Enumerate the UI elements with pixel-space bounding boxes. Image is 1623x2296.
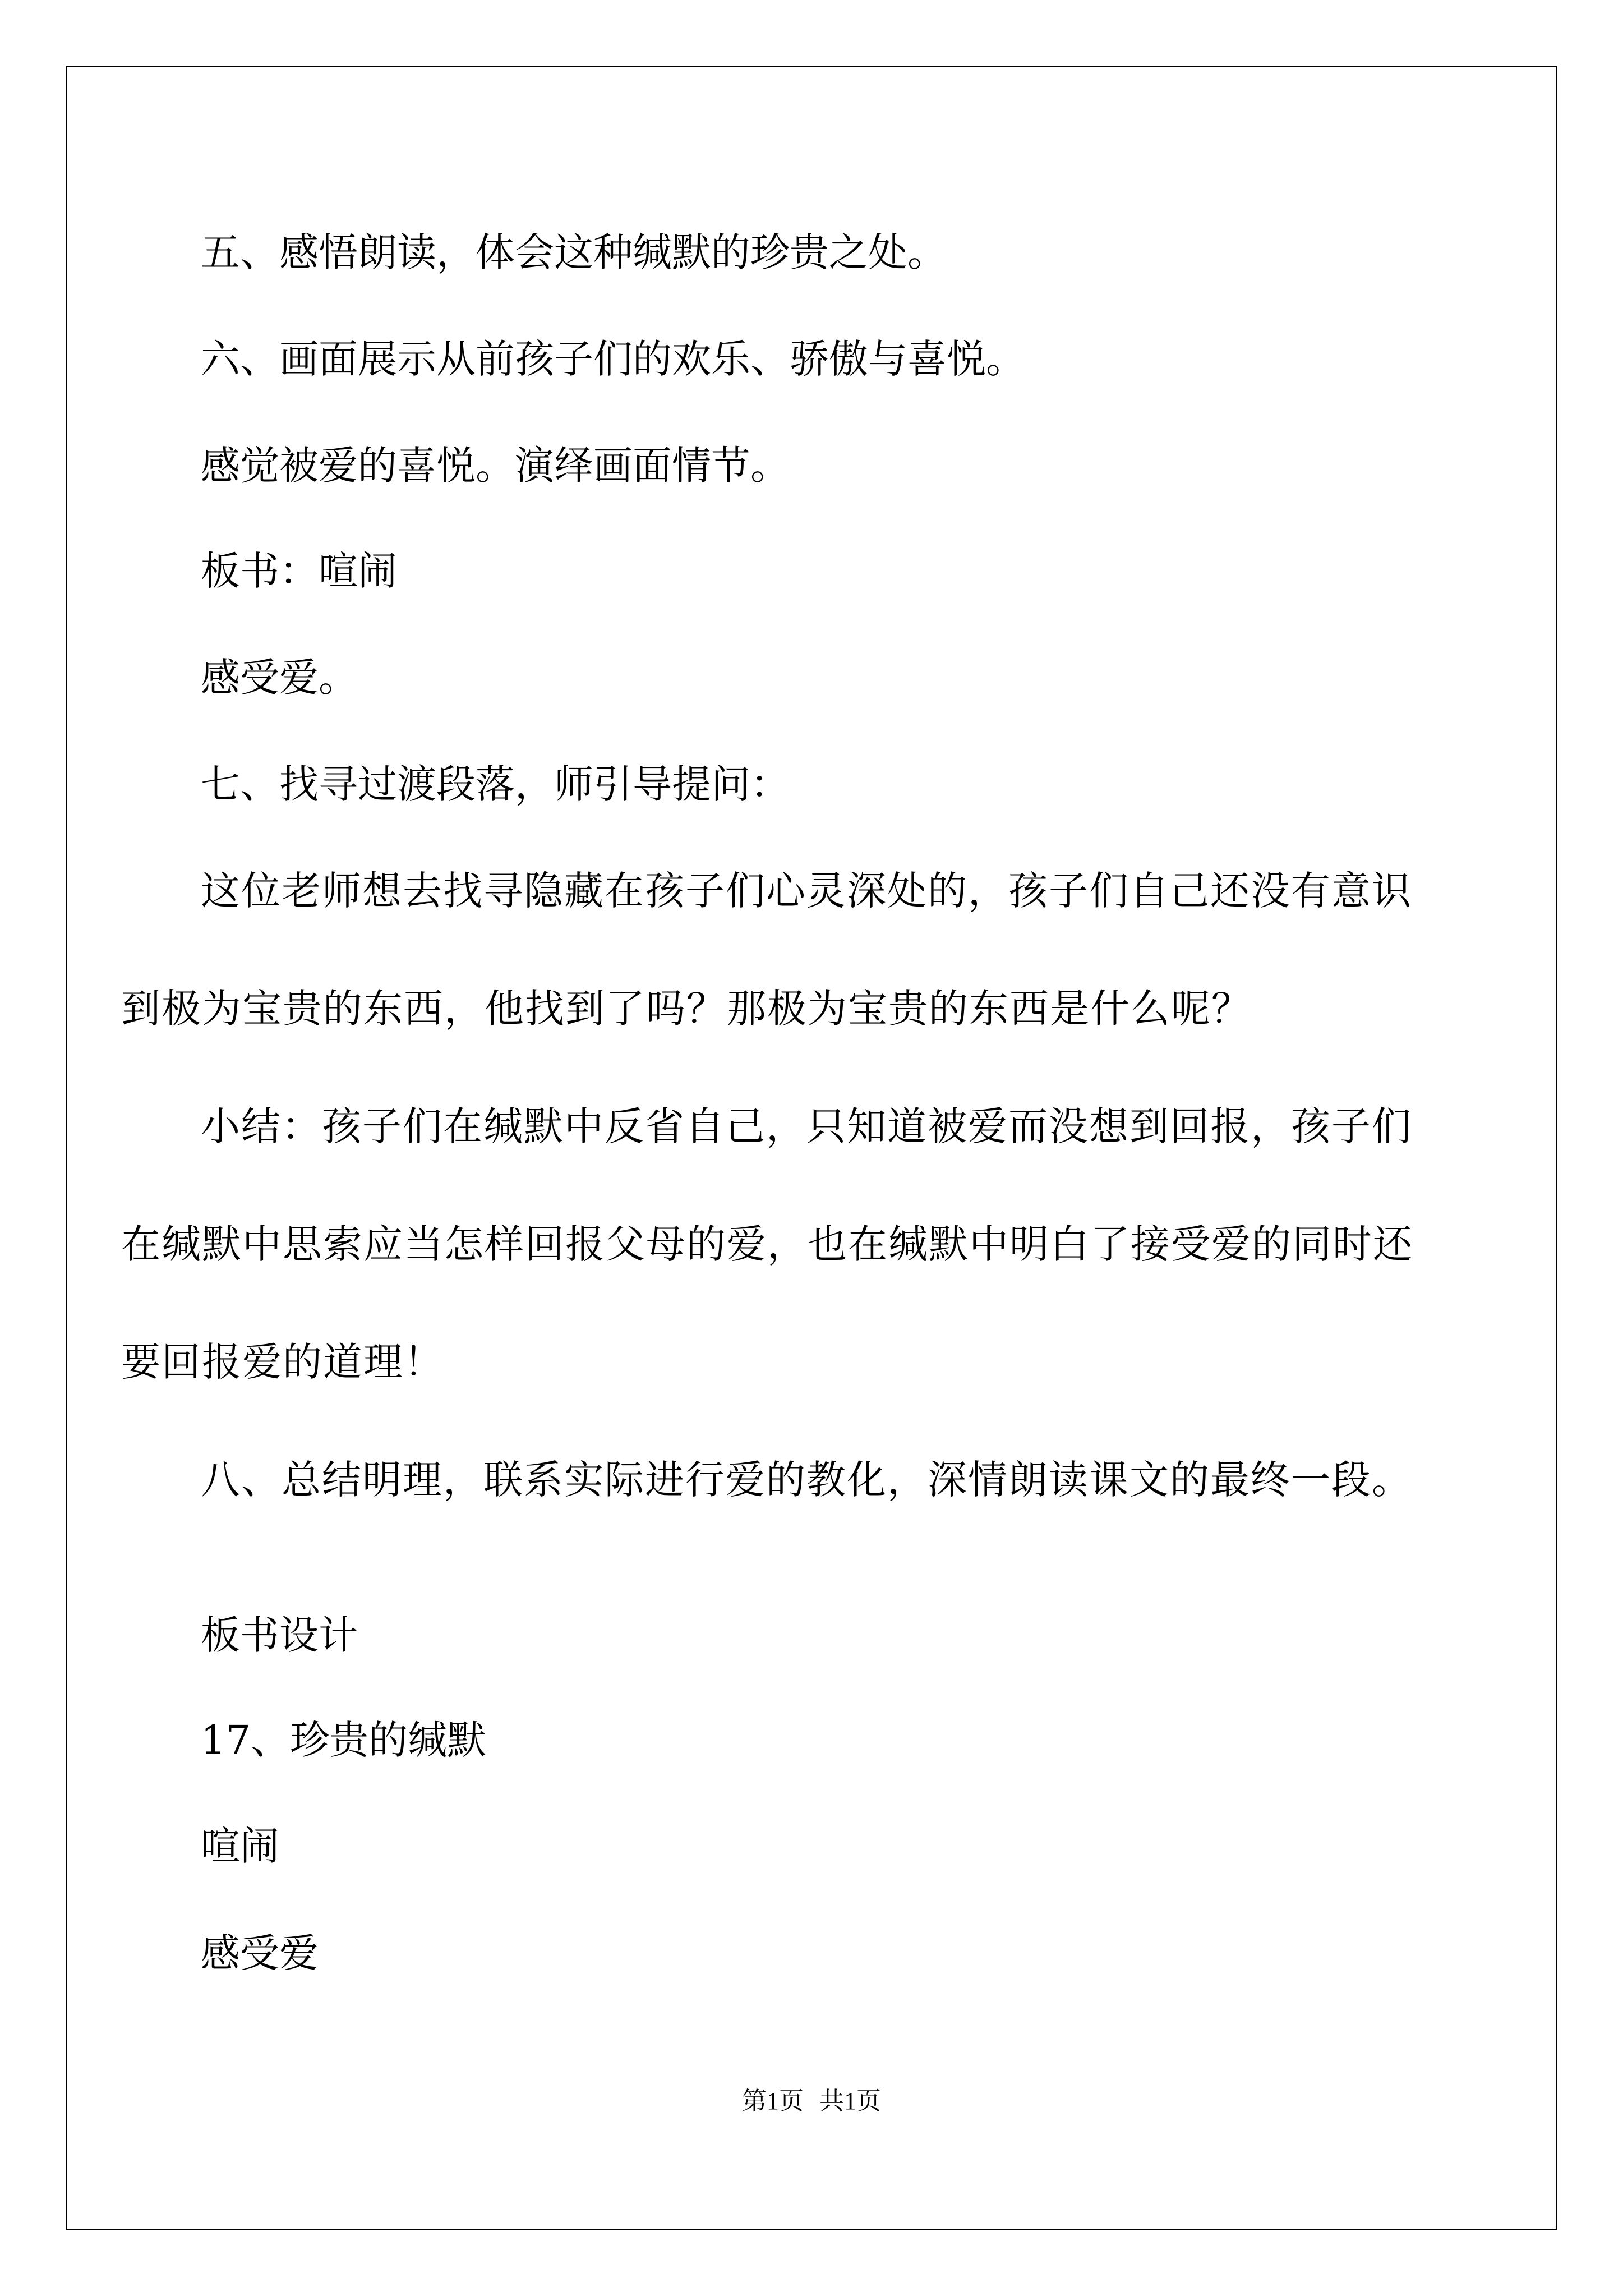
paragraph-7: 这位老师想去找寻隐藏在孩子们心灵深处的，孩子们自己还没有意识到极为宝贵的东西，他找到了吗？那极为宝贵的东西是什么呢？ [121,868,1412,1032]
paragraph-4: 板书：喧闹 [201,548,397,594]
page-footer [0,2088,1623,2115]
page-number-current: 第1页 [742,2087,804,2115]
paragraph-10: 板书设计 [201,1612,358,1658]
paragraph-9: 八、总结明理，联系实际进行爱的教化，深情朗读课文的最终一段。 [201,1457,1412,1503]
paragraph-12: 喧闹 [201,1823,279,1869]
paragraph-11: 17、珍贵的缄默 [201,1717,487,1763]
paragraph-8: 小结：孩子们在缄默中反省自己，只知道被爱而没想到回报，孩子们在缄默中思索应当怎样回报父母的爱，也在缄默中明白了接受爱的同时还要回报爱的道理！ [121,1103,1413,1385]
paragraph-13: 感受爱 [201,1930,319,1976]
paragraph-2: 六、画面展示从前孩子们的欢乐、骄傲与喜悦。 [201,336,1025,382]
page-number-total: 共1页 [819,2087,881,2115]
paragraph-6: 七、找寻过渡段落，师引导提问： [201,761,790,807]
paragraph-1: 五、感悟朗读，体会这种缄默的珍贵之处。 [201,229,947,275]
paragraph-3: 感觉被爱的喜悦。演绎画面情节。 [201,443,790,489]
paragraph-5: 感受爱。 [201,655,358,701]
